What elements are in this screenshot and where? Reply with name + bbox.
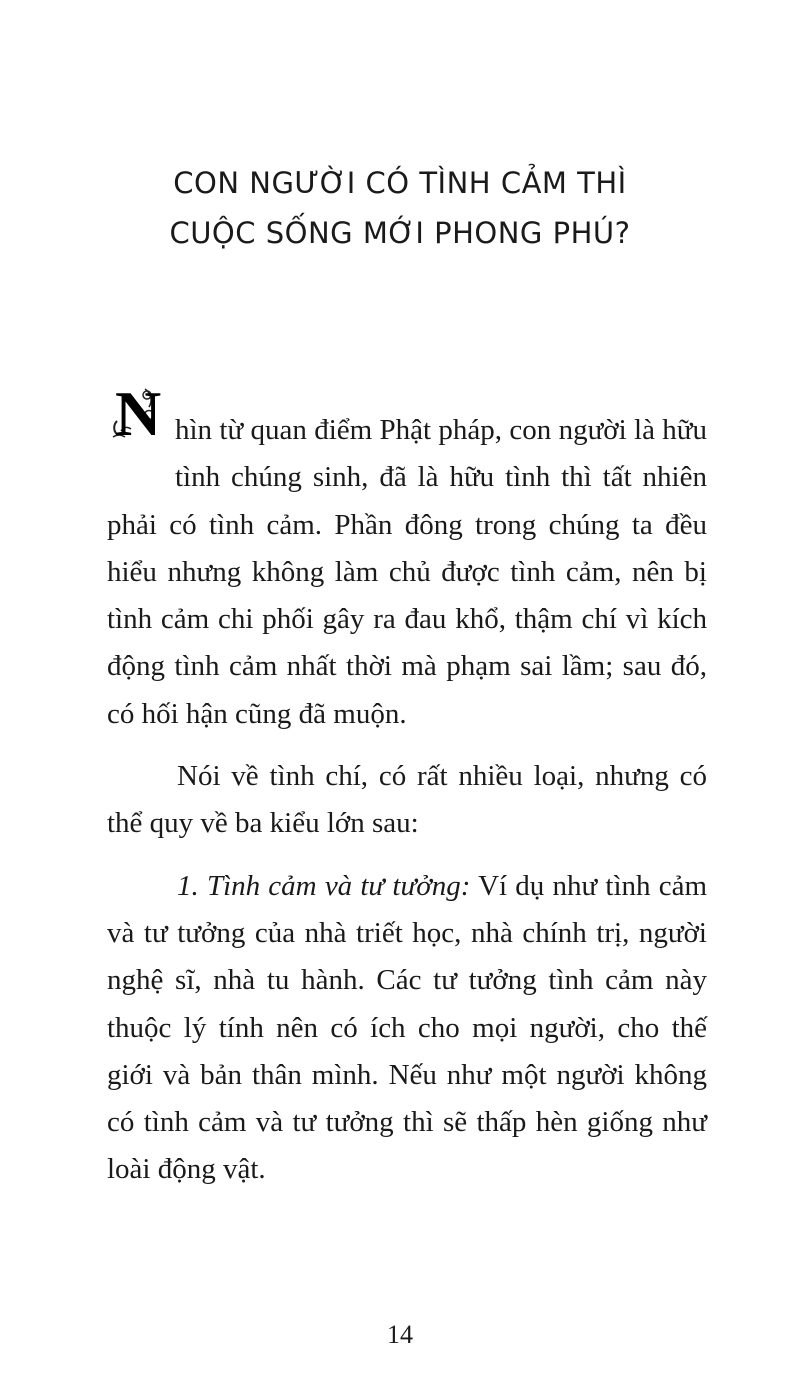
floral-drop-cap-icon — [107, 385, 173, 443]
paragraph-1 — [107, 385, 707, 738]
drop-cap-letter: N — [115, 385, 162, 443]
paragraph-2 — [107, 753, 707, 848]
chapter-title-line-2: CUỘC SỐNG MỚI PHONG PHÚ? — [169, 216, 631, 250]
paragraph-1-text: hìn từ quan điểm Phật pháp, con người là hữu tình chúng sinh, đã là hữu tình thì tất nhiên phải có tình cảm. Phần đông trong chúng ta đều hiểu nhưng không làm chủ được tình cảm, nên bị tình cảm chi phối gây ra đau khổ, thậm chí vì kích động tình cảm nhất thời mà phạm sai lầm; sau đó, có hối hận cũng đã muộn. — [107, 414, 707, 730]
chapter-title — [0, 158, 800, 258]
paragraph-3 — [107, 863, 707, 1194]
page-number: 14 — [387, 1320, 413, 1349]
chapter-title-line-1: CON NGƯỜI CÓ TÌNH CẢM THÌ — [173, 166, 627, 200]
paragraph-3-heading: 1. Tình cảm và tư tưởng: — [177, 869, 471, 902]
paragraph-3-text: Ví dụ như tình cảm và tư tưởng của nhà triết học, nhà chính trị, người nghệ sĩ, nhà tu hành. Các tư tưởng tình cảm này thuộc lý tính nên có ích cho mọi người, cho thế giới và bản thân mình. Nếu như một người không có tình cảm và tư tưởng thì sẽ thấp hèn giống như loài động vật. — [107, 869, 707, 1186]
drop-cap-ornament — [107, 385, 173, 443]
paragraph-2-text: Nói về tình chí, có rất nhiều loại, nhưng có thể quy về ba kiểu lớn sau: — [107, 760, 707, 840]
body-text — [107, 385, 707, 1194]
